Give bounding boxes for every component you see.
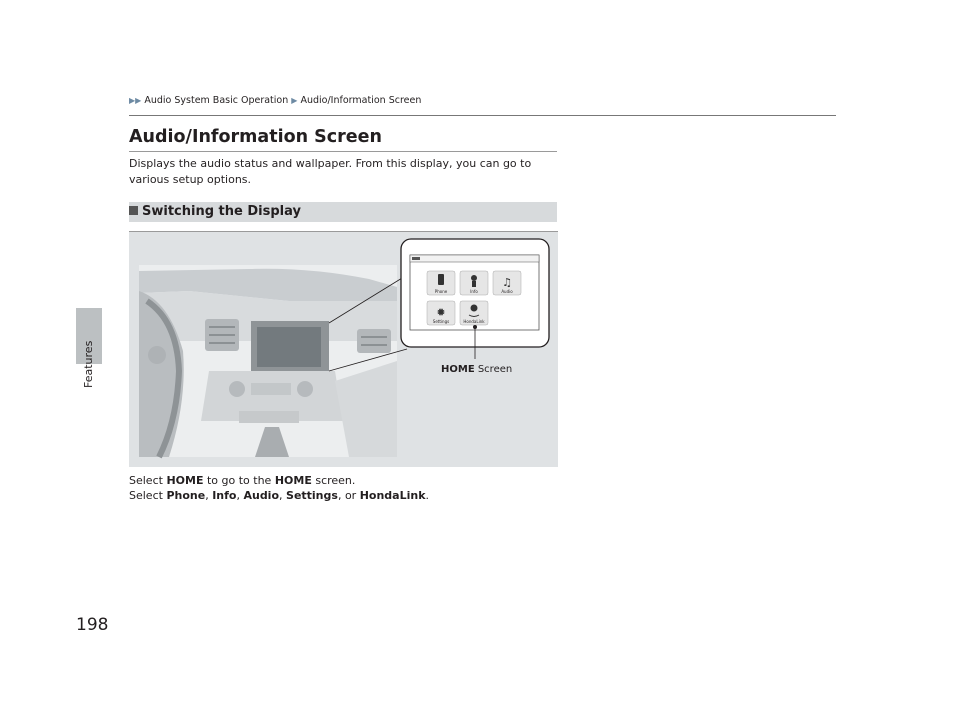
section-title-text: Switching the Display [142, 204, 301, 219]
page-number: 198 [76, 615, 109, 635]
text: Select [129, 489, 167, 502]
screen-label-audio: Audio [501, 289, 513, 294]
text: , [236, 489, 244, 502]
info-keyword: Info [212, 489, 237, 502]
caption-screen: Screen [474, 364, 513, 375]
instruction-line-2 [129, 488, 429, 503]
figure-divider [129, 231, 558, 232]
breadcrumb-arrow-icon: ▶▶ [129, 96, 142, 105]
home-keyword: HOME [274, 474, 312, 487]
home-keyword: HOME [166, 474, 204, 487]
title-divider [129, 151, 557, 152]
breadcrumb-item-current: Audio/Information Screen [300, 95, 422, 106]
screen-label-info: Info [470, 289, 478, 294]
figure-caption [441, 364, 512, 375]
settings-keyword: Settings [286, 489, 338, 502]
page-title: Audio/Information Screen [129, 127, 382, 147]
phone-keyword: Phone [166, 489, 206, 502]
page-description: Displays the audio status and wallpaper. From this display, you can go to various setup options. [129, 157, 532, 186]
screen-label-settings: Settings [432, 319, 450, 324]
text: screen. [311, 474, 356, 487]
section-title [129, 204, 301, 219]
text: . [425, 489, 430, 502]
dashboard-illustration [129, 231, 558, 467]
text: , [279, 489, 287, 502]
header-divider [129, 115, 836, 116]
chapter-label: Features [82, 340, 95, 388]
breadcrumb-arrow-icon: ▶ [291, 96, 298, 105]
svg-text:♫: ♫ [502, 276, 512, 289]
dashboard-figure [129, 231, 558, 467]
instructions [129, 473, 429, 503]
breadcrumb-item-audio-system[interactable]: Audio System Basic Operation [144, 95, 289, 106]
text: , [205, 489, 213, 502]
text: , or [337, 489, 360, 502]
car-dashboard-image [139, 265, 397, 457]
breadcrumb [129, 95, 421, 106]
audio-keyword: Audio [243, 489, 280, 502]
instruction-line-1 [129, 473, 429, 488]
svg-text:✹: ✹ [436, 306, 446, 319]
square-bullet-icon [129, 206, 138, 215]
text: Select [129, 474, 167, 487]
text: to go to the [203, 474, 275, 487]
caption-home: HOME [441, 364, 475, 375]
screen-label-phone: Phone [434, 289, 448, 294]
screen-label-hondalink: HondaLink [463, 319, 485, 324]
hondalink-keyword: HondaLink [359, 489, 426, 502]
